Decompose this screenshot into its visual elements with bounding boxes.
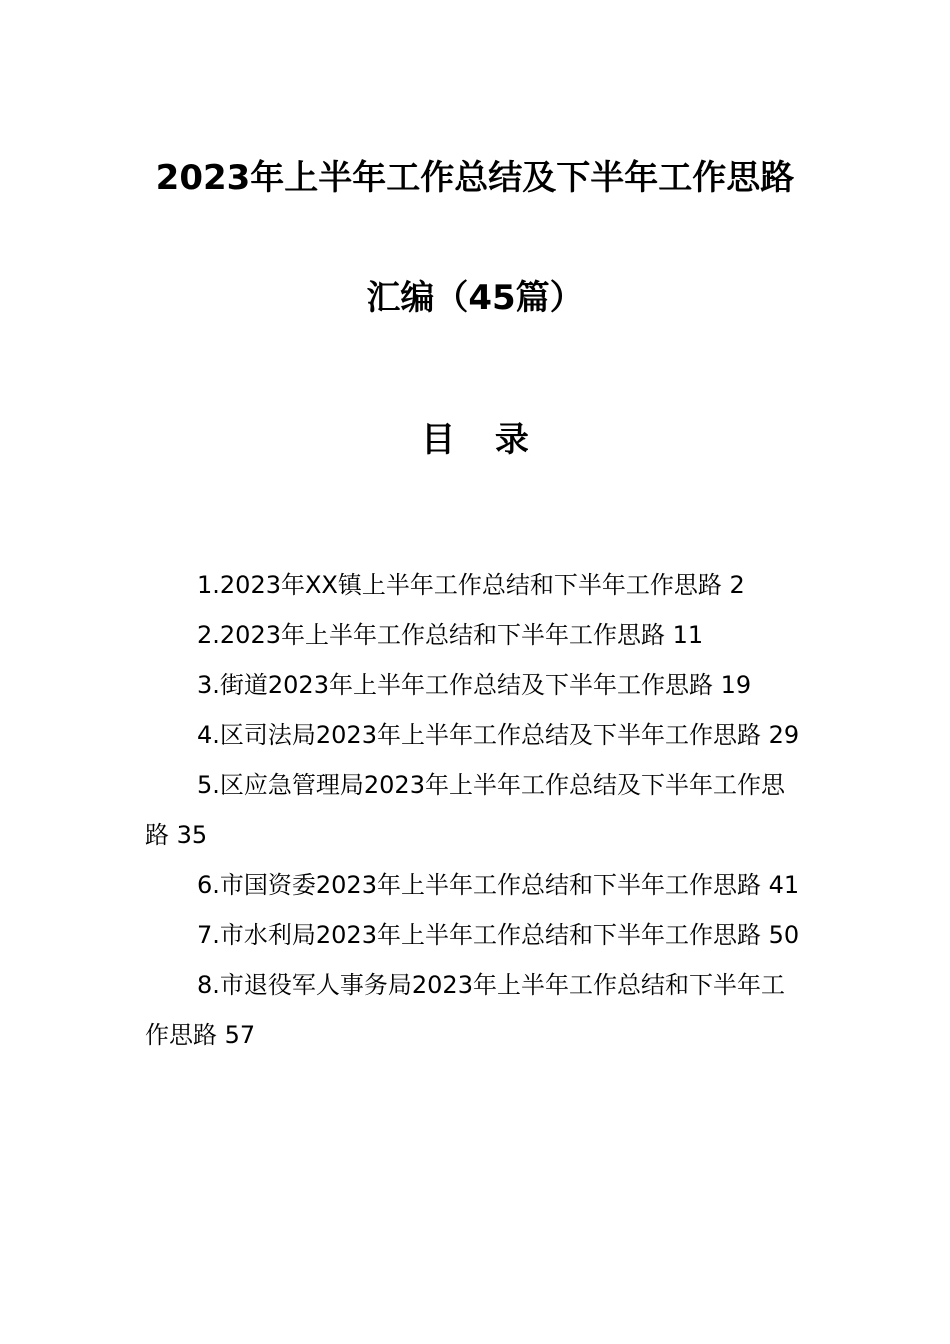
toc-heading: 目 录 — [421, 420, 543, 460]
toc-entry[interactable]: 1.2023年XX镇上半年工作总结和下半年工作思路 2 — [197, 571, 745, 599]
toc-entry[interactable]: 7.市水利局2023年上半年工作总结和下半年工作思路 50 — [197, 921, 800, 949]
toc-entry[interactable]: 6.市国资委2023年上半年工作总结和下半年工作思路 41 — [197, 871, 800, 899]
toc-entry[interactable]: 2.2023年上半年工作总结和下半年工作思路 11 — [197, 621, 704, 649]
document-title-line-2: 汇编（45篇） — [366, 278, 584, 318]
toc-entry[interactable]: 8.市退役军人事务局2023年上半年工作总结和下半年工作思路 57 — [145, 971, 785, 1049]
toc-entry[interactable]: 3.街道2023年上半年工作总结及下半年工作思路 19 — [197, 671, 752, 699]
toc-entry[interactable]: 4.区司法局2023年上半年工作总结及下半年工作思路 29 — [197, 721, 800, 749]
document-title-line-1: 2023年上半年工作总结及下半年工作思路 — [155, 158, 795, 198]
table-of-contents — [145, 560, 807, 1060]
toc-entry[interactable]: 5.区应急管理局2023年上半年工作总结及下半年工作思路 35 — [145, 771, 785, 849]
